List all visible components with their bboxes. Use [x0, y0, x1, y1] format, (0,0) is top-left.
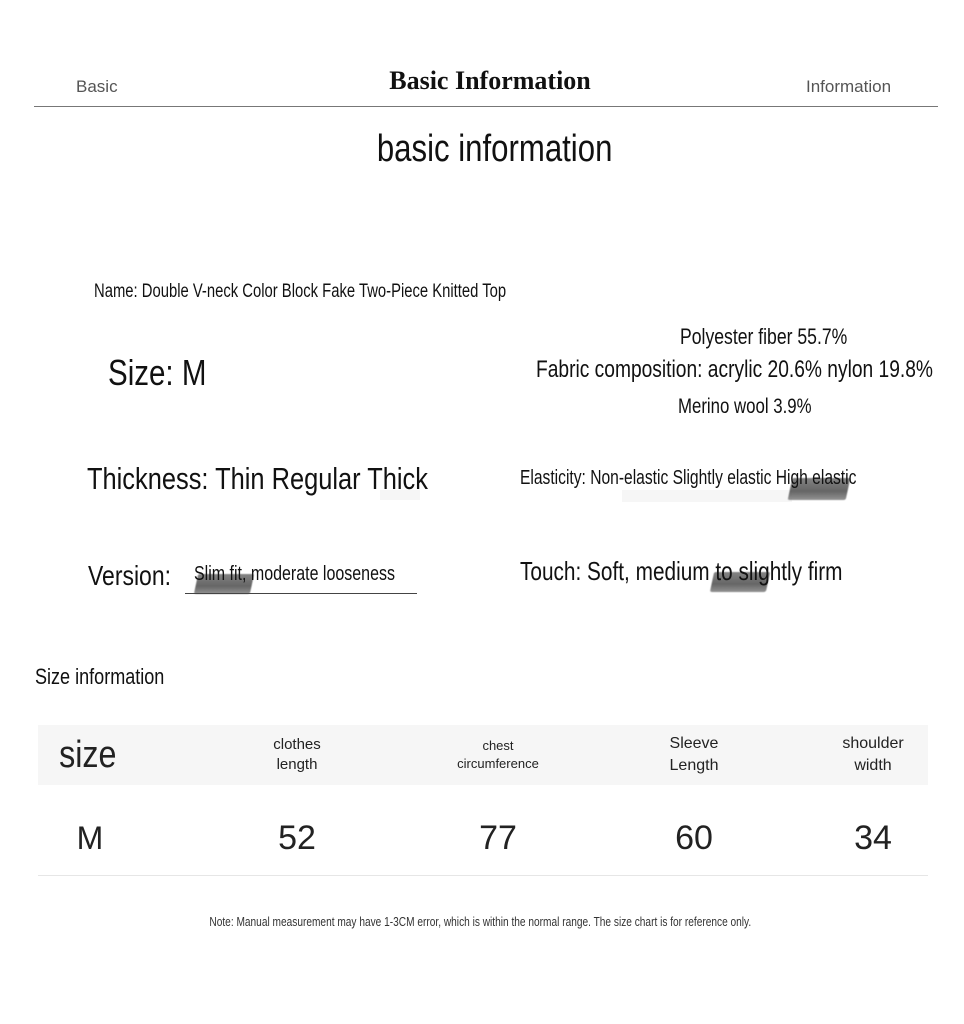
cell-sleeve: 60	[675, 818, 713, 857]
composition-line-3: Merino wool 3.9%	[678, 395, 812, 418]
elasticity-highlight	[622, 490, 792, 502]
size-info-heading: Size information	[35, 664, 165, 689]
header-right-label: Information	[806, 77, 892, 96]
header-divider	[34, 106, 938, 107]
composition-line-2: Fabric composition: acrylic 20.6% nylon 19.8%	[536, 356, 933, 383]
cell-chest: 77	[479, 818, 517, 857]
column-header-sleeve: Sleeve Length	[669, 735, 719, 774]
version-label: Version:	[88, 560, 171, 591]
column-header-chest: chest circumference	[457, 738, 539, 771]
cell-clothes-length: 52	[278, 818, 316, 857]
header-title: Basic Information	[389, 66, 591, 95]
column-header-shoulder: shoulder width	[842, 735, 904, 774]
product-thickness: Thickness: Thin Regular Thick	[87, 461, 428, 496]
measurement-note: Note: Manual measurement may have 1-3CM error, which is within the normal range. The size chart is for reference only.	[209, 914, 751, 929]
page-title: basic information	[377, 128, 613, 170]
version-value: Slim fit, moderate looseness	[194, 563, 395, 585]
product-name: Name: Double V-neck Color Block Fake Two-Piece Knitted Top	[94, 281, 507, 302]
version-underline	[185, 593, 417, 594]
table-row-divider	[38, 875, 928, 876]
column-header-size: size	[59, 733, 117, 776]
product-touch: Touch: Soft, medium to slightly firm	[520, 556, 843, 586]
cell-size: M	[76, 819, 104, 856]
composition-line-1: Polyester fiber 55.7%	[680, 324, 848, 349]
header-left-label: Basic	[76, 77, 118, 96]
cell-shoulder: 34	[854, 818, 892, 857]
product-size: Size: M	[108, 352, 207, 393]
column-header-clothes-length: clothes length	[273, 736, 321, 773]
product-elasticity: Elasticity: Non-elastic Slightly elastic High elastic	[520, 467, 857, 489]
